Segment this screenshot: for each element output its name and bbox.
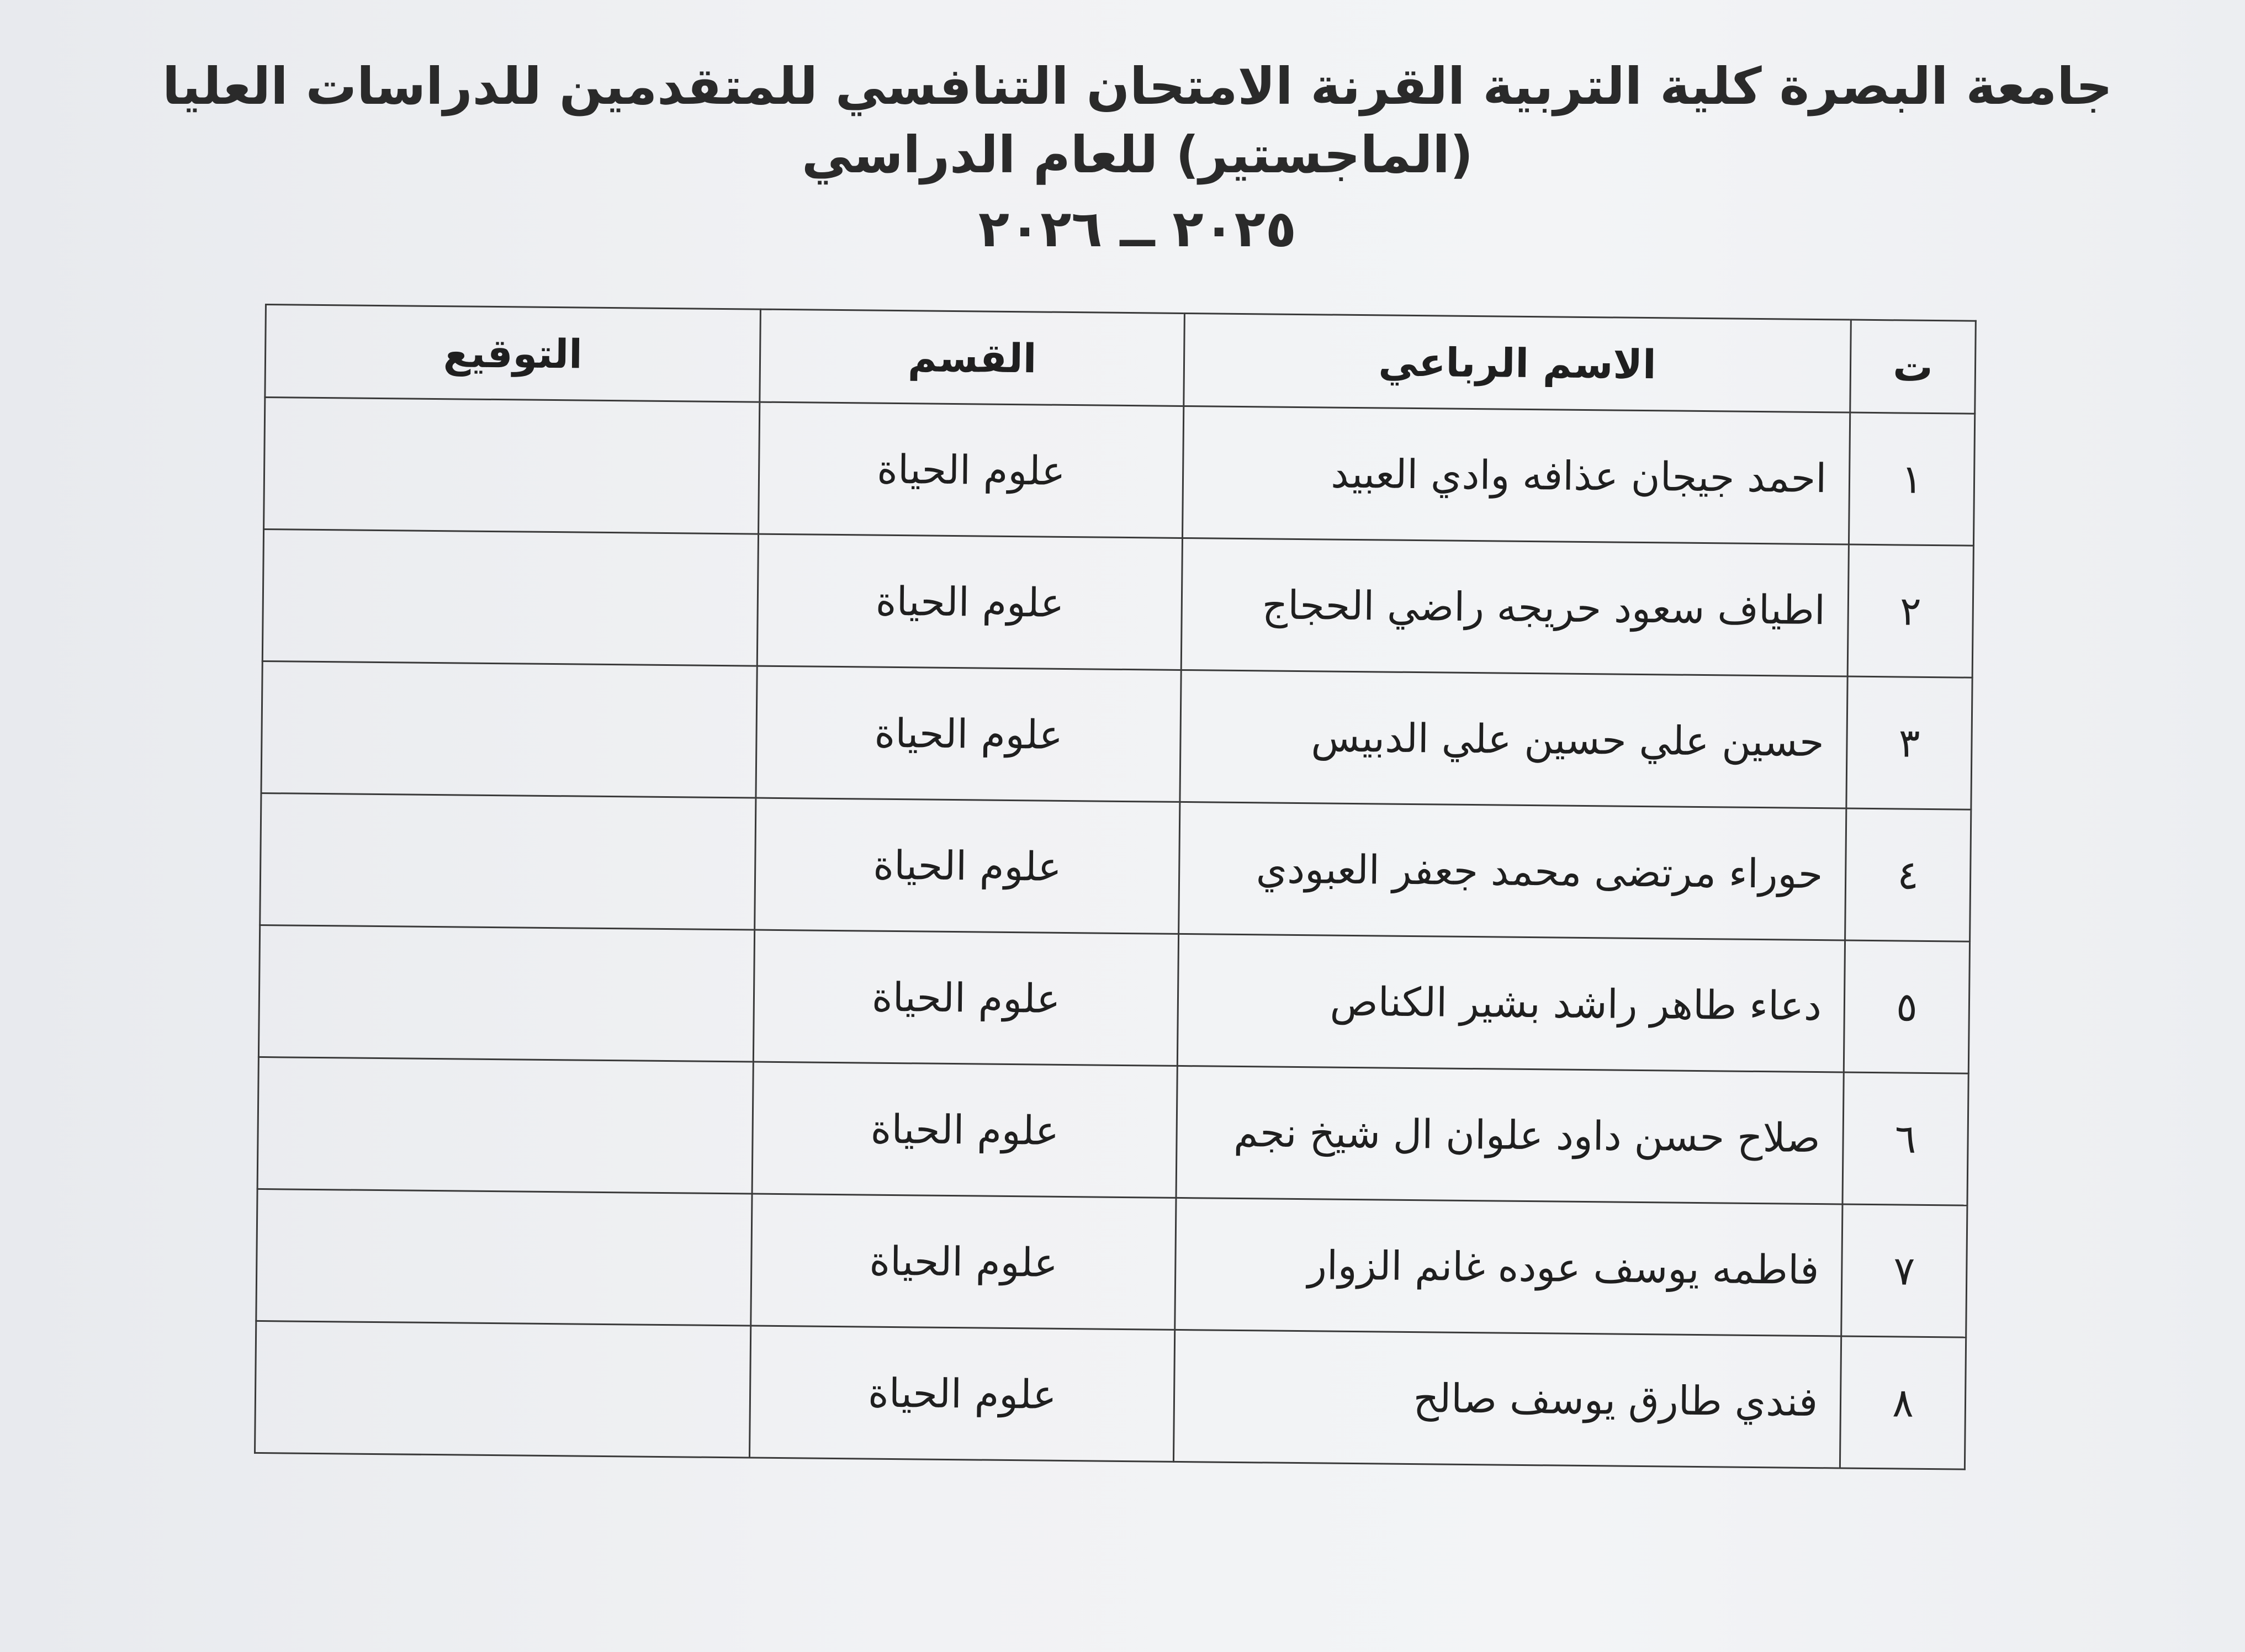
row-full-name: فاطمه يوسف عوده غانم الزوار [1175,1198,1842,1336]
row-number: ٤ [1845,808,1971,941]
row-number: ٣ [1846,676,1972,809]
row-department: علوم الحياة [752,1062,1177,1198]
row-signature [258,925,755,1062]
row-number: ٢ [1847,544,1973,677]
row-full-name: صلاح حسن داود علوان ال شيخ نجم [1176,1066,1844,1204]
row-signature [260,793,756,930]
header-signature: التوقيع [265,305,761,403]
table-row [255,1321,1966,1469]
table-header-row [265,305,1976,414]
row-signature [256,1189,753,1326]
row-number: ٦ [1842,1072,1968,1205]
table-row [262,529,1973,677]
table-row [258,925,1969,1073]
row-signature [262,529,759,666]
row-department: علوم الحياة [754,930,1179,1066]
table-row [257,1057,1968,1205]
row-department: علوم الحياة [759,402,1184,538]
row-number: ٧ [1841,1204,1967,1337]
row-full-name: اطياف سعود حريجه راضي الحجاج [1181,538,1849,676]
row-department: علوم الحياة [758,534,1183,670]
row-signature [257,1057,754,1194]
header-full-name: الاسم الرباعي [1184,313,1851,412]
row-department: علوم الحياة [750,1326,1175,1462]
header-title: جامعة البصرة كلية التربية القرنة الامتحان التنافسي للمتقدمين للدراسات العليا (الماجستير) للعام الدراسي [162,57,2113,185]
row-signature [264,398,760,534]
row-number: ٥ [1844,940,1969,1073]
row-full-name: حوراء مرتضى محمد جعفر العبودي [1179,802,1846,940]
row-signature [255,1321,751,1458]
row-department: علوم الحياة [751,1194,1176,1330]
row-full-name: احمد جيجان عذافه وادي العبيد [1182,406,1850,544]
row-full-name: حسين علي حسين علي الدبيس [1180,670,1847,808]
row-number: ٨ [1840,1336,1966,1469]
applicants-table [254,304,1977,1470]
table-row [261,661,1972,809]
header-department: القسم [760,309,1184,406]
row-department: علوم الحياة [756,666,1181,802]
header-academic-year: ٢٠٢٥ ــ ٢٠٢٦ [978,199,1297,259]
table-row [264,398,1975,546]
table-row [256,1189,1967,1337]
row-number: ١ [1849,412,1975,546]
document-header [66,52,2209,264]
row-department: علوم الحياة [755,798,1180,934]
table-row [260,793,1971,941]
row-full-name: دعاء طاهر راشد بشير الكناص [1177,934,1845,1072]
header-number: ت [1850,320,1976,414]
row-signature [261,661,758,798]
row-full-name: فندي طارق يوسف صالح [1173,1330,1841,1468]
